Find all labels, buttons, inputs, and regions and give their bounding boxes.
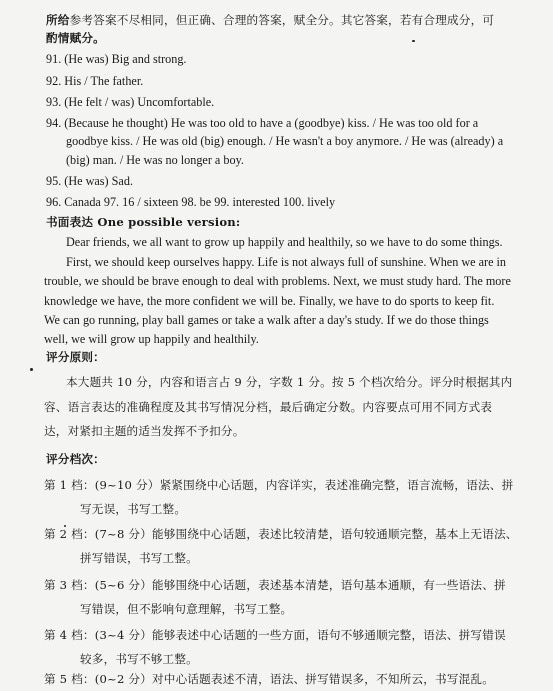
principles-line-1: 本大题共 10 分，内容和语言占 9 分，字数 1 分。按 5 个档次给分。评分时根据其内 [66,375,513,389]
writing-paragraph-2-line-1: First, we should keep ourselves happy. Life is not always full of sunshine. When we are in [66,255,507,269]
writing-paragraph-2-line-3: knowledge we have, the more confident we will be. Finally, we have to do sports to keep fit. [44,294,495,308]
grade-1-line-2: 写无误，书写工整。 [80,502,187,516]
writing-paragraph-1: Dear friends, we all want to grow up happily and healthily, so we have to do some things. [66,235,503,249]
grade-3-line-1: 第 3 档：(5~6 分）能够围绕中心话题，表述基本清楚，语句基本通顺，有一些语法、拼 [44,578,506,592]
scoring-note-line-1 [46,13,494,28]
answers-96-100: 96. Canada 97. 16 / sixteen 98. be 99. interested 100. lively [46,195,336,209]
writing-paragraph-2-line-4: We can go running, play ball games or take a walk after a day's study. If we do those things [44,313,489,327]
writing-paragraph-2-line-2: trouble, we should be brave enough to deal with problems. Next, we must study hard. The more [44,274,511,288]
scoring-note-line-2: 酌情赋分。 [46,31,105,45]
scan-speck [30,368,33,371]
answer-92: 92. His / The father. [46,74,144,88]
answer-94-line-2: goodbye kiss. / He was old (big) enough. / He wasn't a boy anymore. / He was (already) a [66,134,504,148]
principles-heading: 评分原则： [46,350,105,364]
grade-4-line-2: 较多，书写不够工整。 [80,652,198,666]
grade-2-line-1: 第 2 档：(7~8 分）能够围绕中心话题，表述比较清楚，语句较通顺完整，基本上无语法、 [44,527,518,541]
principles-line-2: 容、语言表达的准确程度及其书写情况分档，最后确定分数。内容要点可用不同方式表 [44,400,493,414]
writing-paragraph-2-line-5: well, we will grow up happily and healthily. [44,332,259,346]
scan-speck [412,40,415,42]
principles-line-3: 达，对紧扣主题的适当发挥不予扣分。 [44,424,245,438]
grade-4-line-1: 第 4 档：(3~4 分）能够表述中心话题的一些方面，语句不够通顺完整，语法、拼写错误 [44,628,506,642]
grade-5-line-1: 第 5 档：(0~2 分）对中心话题表述不清，语法、拼写错误多，不知所云，书写混乱。 [44,672,495,686]
answer-95: 95. (He was) Sad. [46,174,133,188]
answer-93: 93. (He felt / was) Uncomfortable. [46,95,215,109]
answer-94-line-1: 94. (Because he thought) He was too old to have a (goodbye) kiss. / He was too old for a [46,116,479,130]
answer-91: 91. (He was) Big and strong. [46,52,187,66]
writing-heading: 书面表达 One possible version: [46,215,241,229]
grade-3-line-2: 写错误，但不影响句意理解，书写工整。 [80,602,293,616]
scan-speck [64,525,66,527]
scoring-note-bold-prefix: 所给 [46,13,70,27]
scoring-note-text: 参考答案不尽相同，但正确、合理的答案，赋全分。其它答案，若有合理成分，可 [69,13,495,27]
grades-heading: 评分档次： [46,452,105,466]
answer-94-line-3: (big) man. / He was no longer a boy. [66,153,244,167]
grade-1-line-1: 第 1 档：(9~10 分）紧紧围绕中心话题，内容详实，表述准确完整，语言流畅，语法、拼 [44,478,514,492]
grade-2-line-2: 拼写错误，书写工整。 [80,551,198,565]
